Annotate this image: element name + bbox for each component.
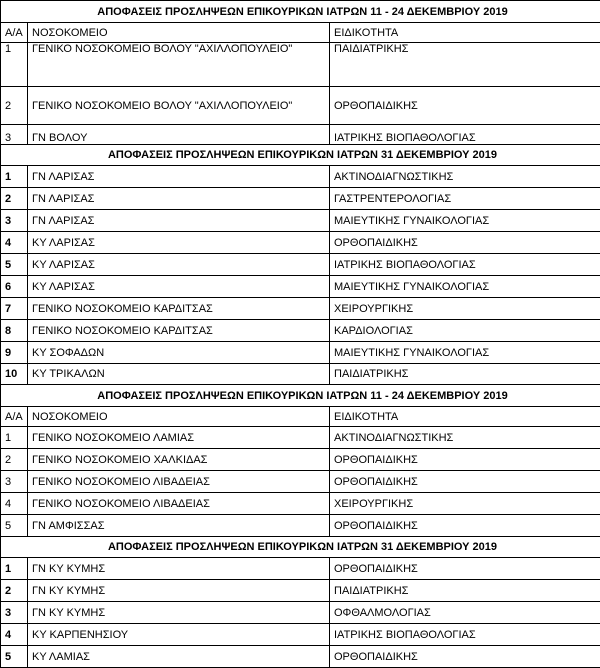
row-specialty: ΚΑΡΔΙΟΛΟΓΙΑΣ [330, 320, 600, 342]
row-number: 5 [1, 646, 28, 668]
section-title-row [1, 145, 600, 166]
row-number: 2 [1, 87, 28, 125]
table-row [1, 320, 600, 342]
row-hospital: ΓΝ ΛΑΡΙΣΑΣ [28, 188, 330, 210]
row-hospital: ΓΝ ΑΜΦΙΣΣΑΣ [28, 515, 330, 537]
row-hospital: ΓΕΝΙΚΟ ΝΟΣΟΚΟΜΕΙΟ ΛΙΒΑΔΕΙΑΣ [28, 493, 330, 515]
row-number: 4 [1, 232, 28, 254]
row-specialty: ΟΡΘΟΠΑΙΔΙΚΗΣ [330, 515, 600, 537]
row-number: 4 [1, 493, 28, 515]
row-specialty: ΟΦΘΑΛΜΟΛΟΓΙΑΣ [330, 602, 600, 624]
row-specialty: ΧΕΙΡΟΥΡΓΙΚΗΣ [330, 493, 600, 515]
row-specialty: ΑΚΤΙΝΟΔΙΑΓΝΩΣΤΙΚΗΣ [330, 427, 600, 449]
table-row [1, 580, 600, 602]
table-row [1, 43, 600, 87]
row-hospital: ΓΕΝΙΚΟ ΝΟΣΟΚΟΜΕΙΟ ΒΟΛΟΥ "ΑΧΙΛΛΟΠΟΥΛΕΙΟ" [28, 87, 330, 125]
row-number: 3 [1, 210, 28, 232]
row-number: 9 [1, 342, 28, 364]
table-row [1, 515, 600, 537]
header-row [1, 23, 600, 43]
row-specialty: ΧΕΙΡΟΥΡΓΙΚΗΣ [330, 298, 600, 320]
header-aa: Α/Α [1, 23, 28, 43]
row-specialty: ΟΡΘΟΠΑΙΔΙΚΗΣ [330, 471, 600, 493]
table-row [1, 449, 600, 471]
row-specialty: ΟΡΘΟΠΑΙΔΙΚΗΣ [330, 232, 600, 254]
table-row [1, 232, 600, 254]
table-row [1, 602, 600, 624]
row-number: 1 [1, 558, 28, 580]
table-row [1, 210, 600, 232]
row-hospital: ΚΥ ΛΑΜΙΑΣ [28, 646, 330, 668]
row-number: 8 [1, 320, 28, 342]
row-hospital: ΓΕΝΙΚΟ ΝΟΣΟΚΟΜΕΙΟ ΛΑΜΙΑΣ [28, 427, 330, 449]
row-hospital: ΚΥ ΛΑΡΙΣΑΣ [28, 232, 330, 254]
header-aa: Α/Α [1, 407, 28, 427]
row-specialty: ΟΡΘΟΠΑΙΔΙΚΗΣ [330, 646, 600, 668]
row-specialty: ΟΡΘΟΠΑΙΔΙΚΗΣ [330, 87, 600, 125]
section-title-row [1, 1, 600, 23]
row-hospital: ΓΕΝΙΚΟ ΝΟΣΟΚΟΜΕΙΟ ΚΑΡΔΙΤΣΑΣ [28, 320, 330, 342]
header-row [1, 407, 600, 427]
row-hospital: ΓΕΝΙΚΟ ΝΟΣΟΚΟΜΕΙΟ ΛΙΒΑΔΕΙΑΣ [28, 471, 330, 493]
row-number: 5 [1, 515, 28, 537]
header-hospital: ΝΟΣΟΚΟΜΕΙΟ [28, 23, 330, 43]
table-row [1, 254, 600, 276]
row-specialty: ΜΑΙΕΥΤΙΚΗΣ ΓΥΝΑΙΚΟΛΟΓΙΑΣ [330, 210, 600, 232]
row-hospital: ΚΥ ΤΡΙΚΑΛΩΝ [28, 364, 330, 385]
section-title: ΑΠΟΦΑΣΕΙΣ ΠΡΟΣΛΗΨΕΩΝ ΕΠΙΚΟΥΡΙΚΩΝ ΙΑΤΡΩΝ 31 ΔΕΚΕΜΒΡΙΟΥ 2019 [1, 145, 600, 166]
row-specialty: ΙΑΤΡΙΚΗΣ ΒΙΟΠΑΘΟΛΟΓΙΑΣ [330, 254, 600, 276]
row-specialty: ΓΑΣΤΡΕΝΤΕΡΟΛΟΓΙΑΣ [330, 188, 600, 210]
row-hospital: ΓΝ ΛΑΡΙΣΑΣ [28, 166, 330, 188]
header-specialty: ΕΙΔΙΚΟΤΗΤΑ [330, 407, 600, 427]
table-row [1, 276, 600, 298]
row-specialty: ΙΑΤΡΙΚΗΣ ΒΙΟΠΑΘΟΛΟΓΙΑΣ [330, 624, 600, 646]
row-specialty: ΜΑΙΕΥΤΙΚΗΣ ΓΥΝΑΙΚΟΛΟΓΙΑΣ [330, 342, 600, 364]
row-hospital: ΓΝ ΒΟΛΟΥ [28, 125, 330, 145]
row-number: 2 [1, 449, 28, 471]
table-row [1, 166, 600, 188]
section-title-row [1, 537, 600, 558]
row-number: 5 [1, 254, 28, 276]
table-row [1, 471, 600, 493]
table-row [1, 558, 600, 580]
row-hospital: ΚΥ ΣΟΦΑΔΩΝ [28, 342, 330, 364]
row-number: 2 [1, 580, 28, 602]
row-specialty: ΠΑΙΔΙΑΤΡΙΚΗΣ [330, 364, 600, 385]
table-row [1, 298, 600, 320]
row-hospital: ΚΥ ΛΑΡΙΣΑΣ [28, 254, 330, 276]
row-number: 3 [1, 602, 28, 624]
row-specialty: ΜΑΙΕΥΤΙΚΗΣ ΓΥΝΑΙΚΟΛΟΓΙΑΣ [330, 276, 600, 298]
table-row [1, 125, 600, 145]
row-hospital: ΚΥ ΛΑΡΙΣΑΣ [28, 276, 330, 298]
row-number: 1 [1, 43, 28, 87]
row-hospital: ΓΕΝΙΚΟ ΝΟΣΟΚΟΜΕΙΟ ΒΟΛΟΥ "ΑΧΙΛΛΟΠΟΥΛΕΙΟ" [28, 43, 330, 87]
table-row [1, 87, 600, 125]
row-specialty: ΙΑΤΡΙΚΗΣ ΒΙΟΠΑΘΟΛΟΓΙΑΣ [330, 125, 600, 145]
table-row [1, 646, 600, 668]
row-specialty: ΟΡΘΟΠΑΙΔΙΚΗΣ [330, 558, 600, 580]
row-hospital: ΓΝ ΚΥ ΚΥΜΗΣ [28, 602, 330, 624]
row-hospital: ΓΕΝΙΚΟ ΝΟΣΟΚΟΜΕΙΟ ΚΑΡΔΙΤΣΑΣ [28, 298, 330, 320]
row-number: 10 [1, 364, 28, 385]
section-title: ΑΠΟΦΑΣΕΙΣ ΠΡΟΣΛΗΨΕΩΝ ΕΠΙΚΟΥΡΙΚΩΝ ΙΑΤΡΩΝ 11 - 24 ΔΕΚΕΜΒΡΙΟΥ 2019 [1, 1, 600, 23]
row-number: 6 [1, 276, 28, 298]
row-hospital: ΓΕΝΙΚΟ ΝΟΣΟΚΟΜΕΙΟ ΧΑΛΚΙΔΑΣ [28, 449, 330, 471]
row-specialty: ΠΑΙΔΙΑΤΡΙΚΗΣ [330, 580, 600, 602]
row-hospital: ΓΝ ΚΥ ΚΥΜΗΣ [28, 580, 330, 602]
section-title: ΑΠΟΦΑΣΕΙΣ ΠΡΟΣΛΗΨΕΩΝ ΕΠΙΚΟΥΡΙΚΩΝ ΙΑΤΡΩΝ 11 - 24 ΔΕΚΕΜΒΡΙΟΥ 2019 [1, 385, 600, 407]
row-number: 2 [1, 188, 28, 210]
table-row [1, 493, 600, 515]
row-specialty: ΠΑΙΔΙΑΤΡΙΚΗΣ [330, 43, 600, 87]
row-specialty: ΑΚΤΙΝΟΔΙΑΓΝΩΣΤΙΚΗΣ [330, 166, 600, 188]
table-row [1, 427, 600, 449]
row-number: 3 [1, 471, 28, 493]
header-specialty: ΕΙΔΙΚΟΤΗΤΑ [330, 23, 600, 43]
row-number: 3 [1, 125, 28, 145]
row-number: 4 [1, 624, 28, 646]
row-number: 1 [1, 427, 28, 449]
table-row [1, 624, 600, 646]
row-hospital: ΚΥ ΚΑΡΠΕΝΗΣΙΟΥ [28, 624, 330, 646]
row-hospital: ΓΝ ΚΥ ΚΥΜΗΣ [28, 558, 330, 580]
section-title: ΑΠΟΦΑΣΕΙΣ ΠΡΟΣΛΗΨΕΩΝ ΕΠΙΚΟΥΡΙΚΩΝ ΙΑΤΡΩΝ 31 ΔΕΚΕΜΒΡΙΟΥ 2019 [1, 537, 600, 558]
section-title-row [1, 385, 600, 407]
row-number: 7 [1, 298, 28, 320]
row-specialty: ΟΡΘΟΠΑΙΔΙΚΗΣ [330, 449, 600, 471]
table-row [1, 188, 600, 210]
header-hospital: ΝΟΣΟΚΟΜΕΙΟ [28, 407, 330, 427]
table-row [1, 364, 600, 385]
table-row [1, 342, 600, 364]
row-number: 1 [1, 166, 28, 188]
row-hospital: ΓΝ ΛΑΡΙΣΑΣ [28, 210, 330, 232]
